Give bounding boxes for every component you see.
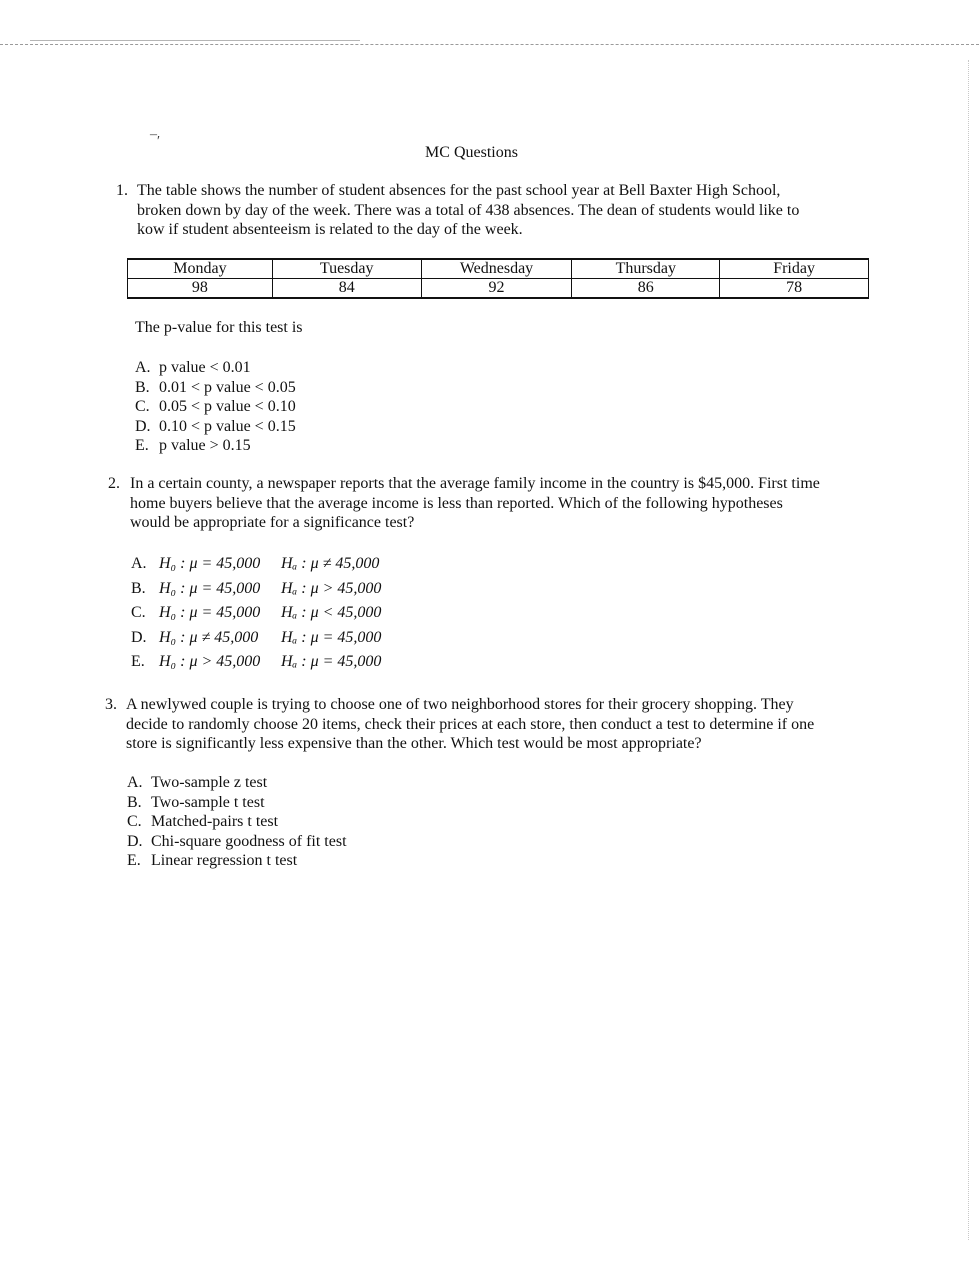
answer-option (127, 793, 347, 813)
question-line: In a certain county, a newspaper reports that the average family income in the country is $45,000. First time (130, 475, 820, 492)
option-text: Matched-pairs t test (151, 813, 279, 831)
null-hypothesis: H₀ : μ > 45,000 (159, 653, 261, 670)
option-letter: C. (131, 604, 146, 621)
option-text: Linear regression t test (151, 852, 298, 870)
question-line: store is significantly less expensive than the other. Which test would be most appropriate? (126, 735, 702, 752)
answer-option (127, 832, 347, 852)
option-text: Two-sample t test (151, 793, 265, 811)
question-text (130, 474, 870, 533)
option-letter: B. (127, 793, 142, 811)
table-header-cell: Tuesday (272, 259, 421, 279)
answer-option (135, 397, 296, 417)
question-line: decide to randomly choose 20 items, check their prices at each store, then conduct a test to determine if one (126, 715, 815, 733)
answer-option (135, 417, 296, 437)
corner-mark: ¯′ (150, 134, 161, 149)
option-text: 0.01 < p value < 0.05 (159, 378, 296, 396)
answer-options (135, 358, 296, 456)
answer-option (127, 773, 347, 793)
option-letter: C. (127, 813, 142, 831)
option-text: Chi-square goodness of fit test (151, 832, 347, 850)
question-line: A newlywed couple is trying to choose one of two neighborhood stores for their grocery shopping. They (126, 696, 794, 713)
question-line: kow if student absenteeism is related to the day of the week. (137, 221, 523, 238)
option-text: p value < 0.01 (159, 359, 251, 376)
null-hypothesis: H₀ : μ = 45,000 (159, 579, 261, 597)
answer-option (131, 650, 381, 675)
option-letter: A. (135, 359, 151, 376)
question-number: 2. (108, 475, 120, 492)
table-header-cell: Monday (128, 259, 273, 279)
answer-option (127, 851, 347, 871)
null-hypothesis: H₀ : μ = 45,000 (159, 555, 261, 572)
answer-option (127, 812, 347, 832)
question-line: The table shows the number of student absences for the past school year at Bell Baxter High School, (137, 182, 781, 199)
question-prompt: The p-value for this test is (135, 319, 303, 336)
option-letter: D. (127, 832, 143, 850)
option-text: p value > 0.15 (159, 437, 251, 455)
null-hypothesis: H₀ : μ ≠ 45,000 (159, 628, 259, 646)
answer-option (135, 378, 296, 398)
alternative-hypothesis: Hₐ : μ > 45,000 (281, 579, 382, 597)
question-text (126, 695, 866, 754)
table-header-cell: Friday (720, 259, 869, 279)
alternative-hypothesis: Hₐ : μ = 45,000 (281, 628, 382, 646)
question-number: 1. (116, 182, 128, 199)
answer-option (135, 358, 296, 378)
table-header-row (128, 259, 869, 279)
option-letter: E. (127, 852, 141, 870)
table-cell: 86 (572, 279, 720, 299)
hypothesis-options (131, 552, 381, 675)
table-cell: 84 (272, 279, 421, 299)
option-letter: B. (131, 579, 146, 597)
answer-option (131, 577, 381, 602)
option-letter: E. (135, 437, 149, 455)
question-line: broken down by day of the week. There was a total of 438 absences. The dean of students would like to (137, 201, 800, 219)
option-text: Two-sample z test (151, 774, 268, 791)
option-letter: D. (135, 417, 151, 435)
option-letter: A. (127, 774, 143, 791)
answer-option (131, 626, 381, 651)
answer-option (131, 601, 381, 626)
alternative-hypothesis: Hₐ : μ ≠ 45,000 (281, 555, 380, 572)
scan-artifact-line (30, 40, 360, 41)
table-header-cell: Wednesday (421, 259, 572, 279)
question-number: 3. (105, 696, 117, 713)
question-line: home buyers believe that the average income is less than reported. Which of the following hypotheses (130, 494, 783, 512)
table-row (128, 279, 869, 299)
option-letter: A. (131, 555, 147, 572)
alternative-hypothesis: Hₐ : μ = 45,000 (281, 653, 382, 670)
option-text: 0.05 < p value < 0.10 (159, 398, 296, 416)
option-text: 0.10 < p value < 0.15 (159, 417, 296, 435)
scan-artifact-edge (968, 60, 969, 1240)
table-header-cell: Thursday (572, 259, 720, 279)
null-hypothesis: H₀ : μ = 45,000 (159, 604, 261, 621)
page-title: MC Questions (425, 144, 518, 161)
option-letter: E. (131, 653, 145, 670)
option-letter: C. (135, 398, 150, 416)
answer-option (135, 436, 296, 456)
table-cell: 98 (128, 279, 273, 299)
table-cell: 92 (421, 279, 572, 299)
answer-option (131, 552, 381, 577)
absences-table (127, 258, 869, 299)
scan-artifact-line (0, 44, 979, 45)
alternative-hypothesis: Hₐ : μ < 45,000 (281, 604, 382, 621)
answer-options (127, 773, 347, 871)
question-text (137, 181, 837, 240)
option-letter: D. (131, 628, 147, 646)
question-line: would be appropriate for a significance test? (130, 514, 415, 531)
option-letter: B. (135, 378, 150, 396)
table-cell: 78 (720, 279, 869, 299)
